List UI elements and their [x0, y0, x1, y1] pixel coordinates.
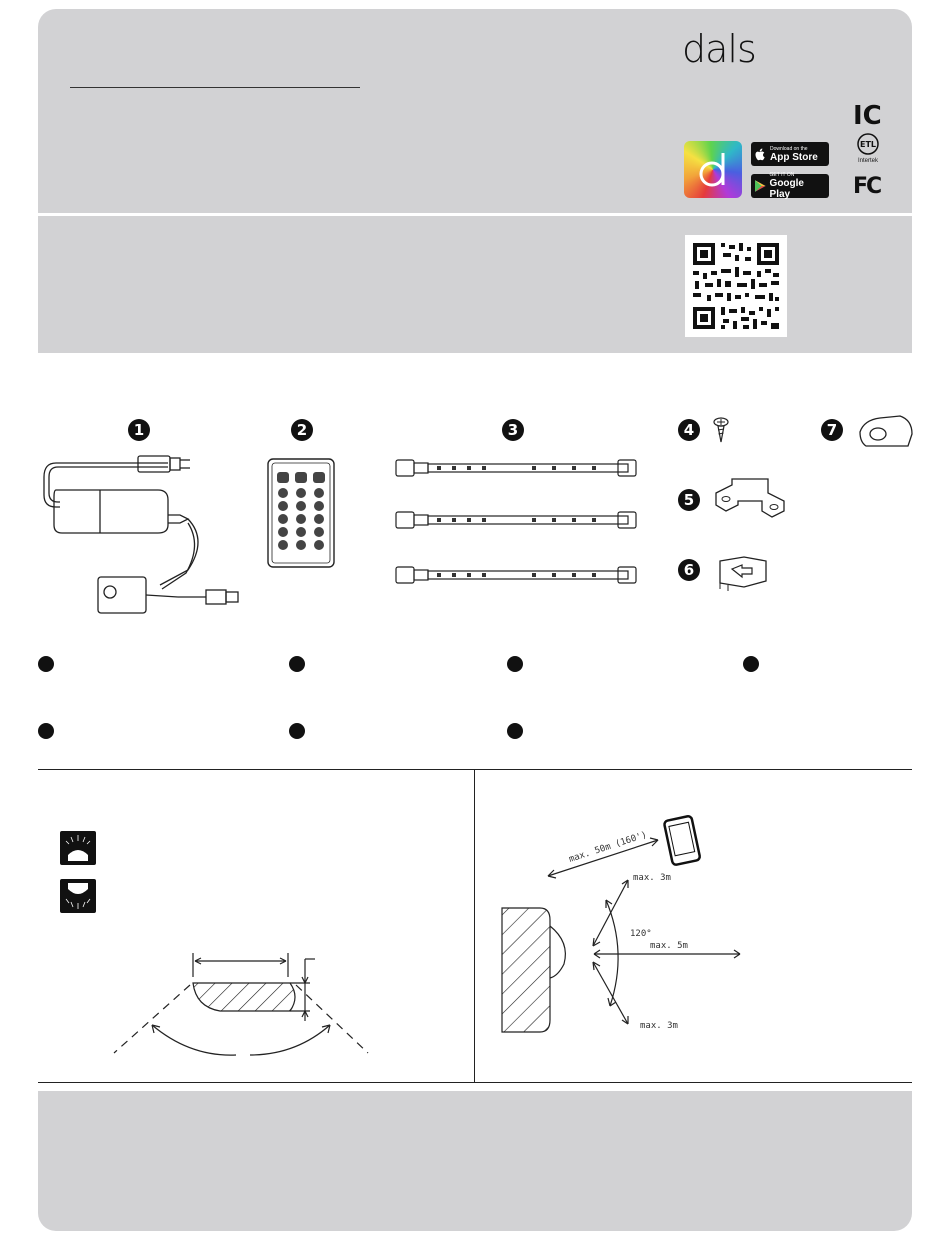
fcc-mark: FC: [853, 174, 881, 199]
label-max-down: max. 3m: [640, 1021, 678, 1031]
component-number-6: 6: [678, 559, 700, 581]
power-controller-illustration: [38, 445, 258, 625]
sensor-up-icon: [60, 879, 96, 913]
qr-code[interactable]: [685, 235, 787, 337]
app-store-small: Download on the: [770, 145, 808, 152]
d-letter-icon: [684, 141, 742, 198]
led-strip-3: [396, 567, 636, 583]
led-strips-illustration: [392, 452, 642, 597]
app-icon[interactable]: [684, 141, 742, 198]
sensor-down-graphic: [60, 831, 96, 865]
app-store-badge[interactable]: [751, 142, 829, 166]
play-icon: [755, 180, 766, 192]
remote-control-illustration: [266, 457, 338, 569]
section-divider-bottom: [38, 1082, 912, 1083]
led-strip-2: [396, 512, 636, 528]
sensor-coverage-diagram: [100, 945, 390, 1065]
label-max-range: max. 50m (160'): [567, 830, 649, 865]
etl-text: ETL: [859, 140, 877, 149]
google-play-badge[interactable]: [751, 174, 829, 198]
qr-code-icon: [685, 235, 787, 337]
apple-icon: [755, 148, 766, 161]
component-number-2: 2: [291, 419, 313, 441]
etl-logo-icon: [853, 133, 883, 155]
label-max-forward: max. 5m: [650, 941, 688, 951]
etl-mark: [851, 133, 885, 164]
intertek-label: Intertek: [857, 158, 878, 164]
label-max-up: max. 3m: [633, 873, 671, 883]
bullet-dot: [743, 656, 759, 672]
bullet-dot: [507, 656, 523, 672]
connector-icon: [714, 553, 772, 593]
google-play-small: GET IT ON: [769, 172, 795, 178]
bullet-dot: [507, 723, 523, 739]
section-divider-top: [38, 769, 912, 770]
sensor-down-icon: [60, 831, 96, 865]
google-play-big: Google Play: [769, 178, 804, 200]
component-number-4: 4: [678, 419, 700, 441]
bullet-dot: [38, 723, 54, 739]
cable-clip-icon: [856, 412, 916, 452]
sensor-up-graphic: [60, 879, 96, 913]
footer-panel: [38, 1091, 912, 1231]
component-number-1: 1: [128, 419, 150, 441]
bullet-dot: [289, 656, 305, 672]
bullet-dot: [38, 656, 54, 672]
component-number-5: 5: [678, 489, 700, 511]
range-diagram: [478, 800, 908, 1070]
mounting-clip-icon: [712, 475, 788, 523]
led-strip-1: [396, 460, 636, 476]
screw-icon: [712, 417, 730, 443]
component-number-7: 7: [821, 419, 843, 441]
ic-mark: IC: [853, 101, 882, 131]
app-store-big: App Store: [770, 151, 818, 163]
bullet-dot: [289, 723, 305, 739]
phone-icon: [664, 816, 701, 866]
component-number-3: 3: [502, 419, 524, 441]
title-underline: [70, 87, 360, 88]
section-divider-middle: [474, 769, 475, 1082]
brand-logo: dals: [682, 27, 756, 71]
label-angle: 120°: [630, 929, 652, 939]
